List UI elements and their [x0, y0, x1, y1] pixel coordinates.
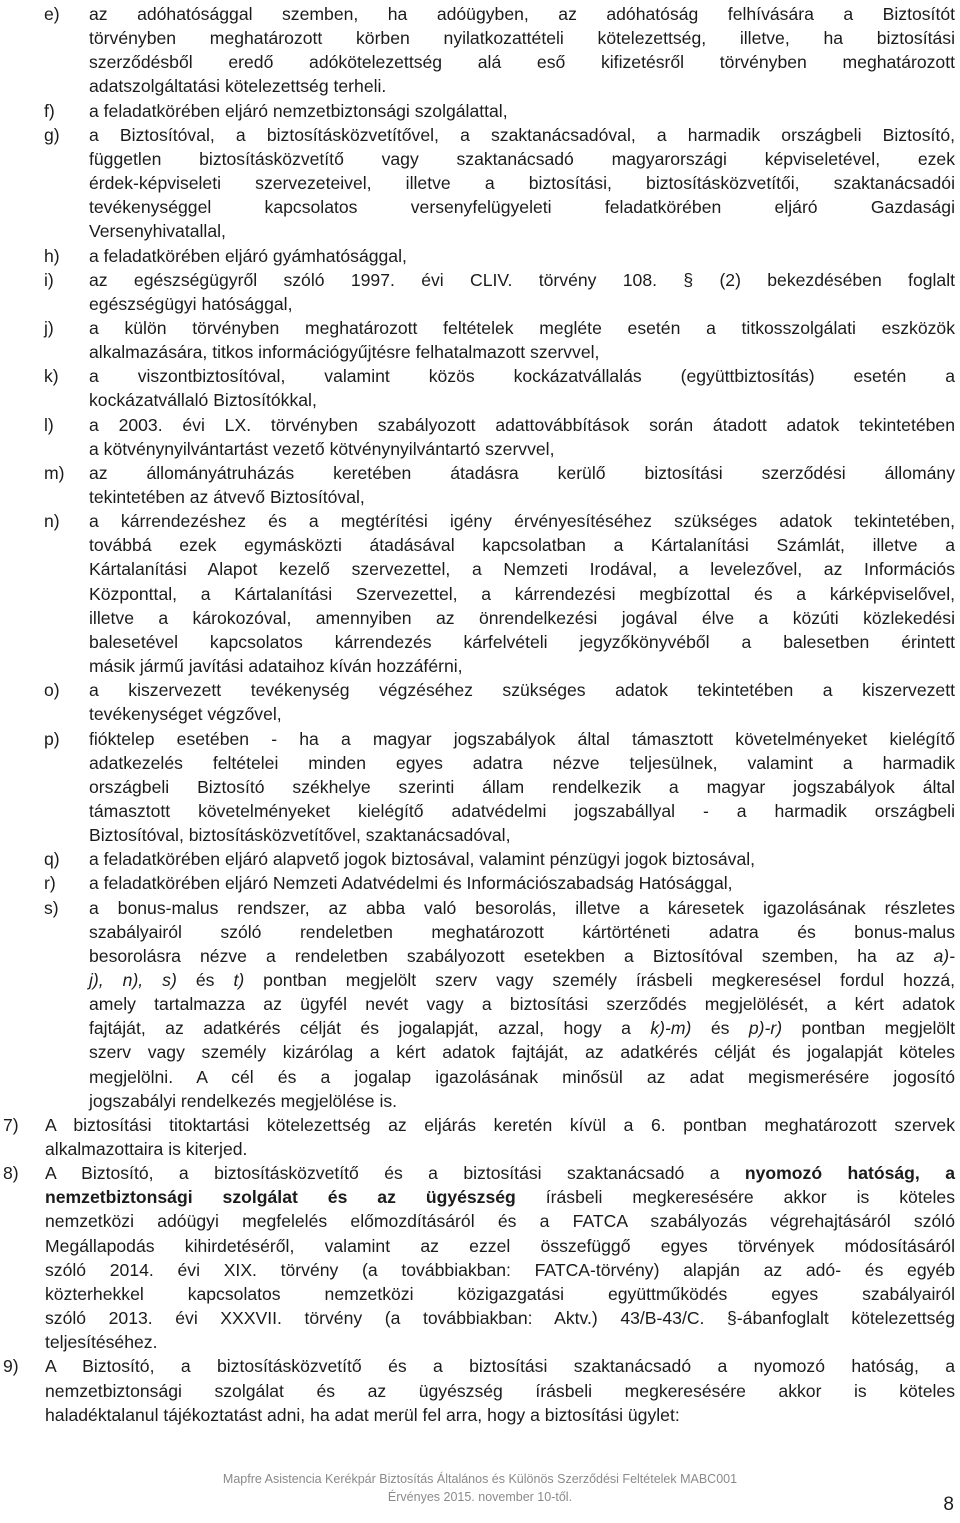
list-item-label: j) — [44, 317, 54, 338]
list-item-text-line: adatkezelés feltételei minden egyes adatra nézve teljesülnek, valamint a harmadik — [89, 752, 955, 773]
list-item-text-line: megjelölni. A cél és a jogalap igazolásának minősül az adat megismerésére jogosító — [89, 1066, 955, 1087]
footer-validity: Érvényes 2015. november 10-től. — [387, 1490, 573, 1504]
list-item-label: k) — [44, 366, 59, 387]
list-item-text-line: tekintetében az átvevő Biztosítóval, — [89, 486, 365, 507]
list-item-text-line: az egészségügyről szóló 1997. évi CLIV. törvény 108. § (2) bekezdésében foglalt — [89, 269, 955, 290]
list-item-label: o) — [44, 680, 60, 701]
list-item-text-line: érdek-képviseleti szervezeteivel, illetve a biztosítási, biztosításközvetítői, szaktanácsadói — [89, 173, 955, 194]
list-item-text-line: a kötvénynyilvántartást vezető kötvénynyilvántartó szervvel, — [89, 438, 555, 459]
list-item-text-line: fióktelep esetében - ha a magyar jogszabályok által támasztott követelményeket kielégítő — [89, 728, 955, 749]
list-item-text-line: szerződésből eredő adókötelezettség alá eső kifizetésről törvényben meghatározott — [89, 52, 955, 73]
list-item-text-line: Központtal, a Kártalanítási Szervezettel, a kárrendezési megbízottal és a kárképviselővel, — [89, 583, 955, 604]
list-item-text-line: kockázatvállaló Biztosítókkal, — [89, 390, 317, 411]
list-item-text-line: A Biztosító, a biztosításközvetítő és a biztosítási szaktanácsadó a nyomozó hatóság, a — [45, 1163, 955, 1184]
list-item-text-line: jogszabályi rendelkezés megjelölése is. — [89, 1090, 398, 1111]
list-item-text-line: szóló 2014. évi XIX. törvény (a továbbiakban: FATCA-törvény) alapján az adó- és egyéb — [45, 1259, 955, 1280]
list-item-label: e) — [44, 4, 60, 24]
list-item-text-line: teljesítéséhez. — [45, 1332, 158, 1353]
list-item-text-line: tevékenységgel kapcsolatos versenyfelügyeleti feladatkörében eljáró Gazdasági — [89, 197, 955, 218]
footer-title: Mapfre Asistencia Kerékpár Biztosítás Általános és Különös Szerződési Feltételek MABC001 — [222, 1472, 738, 1486]
list-item-text-line: törvényben meghatározott körben nyilatkozattételi kötelezettség, illetve, ha biztosítási — [89, 28, 955, 49]
list-item-text-line: a bonus-malus rendszer, az abba való besorolás, illetve a káresetek igazolásának részletes — [89, 897, 955, 918]
list-item-text-line: továbbá ezek egymásközti átadásával kapcsolatban a Kártalanítási Számlát, illetve a — [89, 535, 955, 556]
list-item-text-line: j), n), s) és t) pontban megjelölt szerv vagy személy írásbeli megkeresésel fordul hozzá, — [89, 969, 956, 990]
list-item-label: g) — [44, 124, 60, 145]
list-item-text-line: az adóhatósággal szemben, ha adóügyben, az adóhatóság felhívására a Biztosítót — [89, 4, 955, 24]
list-item-label: p) — [44, 728, 60, 749]
list-item-text-line: a kárrendezéshez és a megtérítési igény érvényesítéséhez szükséges adatok tekintetében, — [89, 511, 955, 532]
list-item-text-line: a Biztosítóval, a biztosításközvetítővel, a szaktanácsadóval, a harmadik országbeli Biztosító, — [89, 124, 955, 145]
list-item-text-line: nemzetbiztonsági szolgálat és az ügyészség írásbeli megkeresésére akkor is köteles — [45, 1187, 955, 1208]
list-item-text-line: adatszolgáltatási kötelezettség terheli. — [89, 76, 387, 97]
list-item-text-line: országbeli Biztosító székhelye szerinti állam rendelkezik a magyar jogszabályok által — [89, 776, 955, 797]
list-item-text-line: illetve a károkozóval, amennyiben az önrendelkezési jogával élve a közúti közlekedési — [89, 607, 955, 628]
list-item-text-line: A Biztosító, a biztosításközvetítő és a biztosítási szaktanácsadó a nyomozó hatóság, a — [45, 1356, 955, 1377]
list-item-text-line: Megállapodás kihirdetéséről, valamint az ezzel összefüggő egyes törvények módosításáról — [45, 1235, 955, 1256]
list-item-text-line: fajtáját, az adatkérés célját és jogalapját, azzal, hogy a k)-m) és p)-r) pontban megjelölt — [89, 1018, 956, 1039]
list-item-text-line: besorolásra nézve a rendeletben szabályozott esetekben a Biztosítóval szemben, ha az a)- — [89, 945, 955, 966]
list-item-text-line: szerv vagy személy kizárólag a kért adatok fajtáját, az adatkérés célját és jogalapját köteles — [89, 1042, 955, 1063]
list-item-text-line: szabályairól szóló rendeletben meghatározott kártörténeti adatra és bonus-malus — [89, 921, 955, 942]
list-item-text-line: tevékenységet végzővel, — [89, 704, 282, 725]
footer — [0, 1470, 960, 1506]
list-item-label: q) — [44, 849, 60, 870]
list-item-text-line: A biztosítási titoktartási kötelezettség az eljárás keretén kívül a 6. pontban meghatározott szervek — [45, 1114, 955, 1135]
list-item-label: 7) — [3, 1114, 19, 1135]
list-item-label: 8) — [3, 1163, 19, 1184]
list-item-text-line: Versenyhivatallal, — [89, 221, 226, 242]
list-item-text-line: a viszontbiztosítóval, valamint közös kockázatvállalás (együttbiztosítás) esetén a — [89, 366, 955, 387]
list-item-text-line: Kártalanítási Alapot kezelő szervezettel, a Nemzeti Irodával, a levelezővel, az Információs — [89, 559, 955, 580]
page-number: 8 — [943, 1494, 954, 1515]
list-item-text-line: a feladatkörében eljáró gyámhatósággal, — [89, 245, 407, 266]
list-item-label: h) — [44, 245, 60, 266]
list-item-text-line: a feladatkörében eljáró Nemzeti Adatvédelmi és Információszabadság Hatósággal, — [89, 873, 733, 894]
list-item-text-line: szóló 2013. évi XXXVII. törvény (a továbbiakban: Aktv.) 43/B-43/C. §-ábanfoglalt kötelezettség — [45, 1308, 955, 1329]
list-item-text-line: nemzetbiztonsági szolgálat és az ügyészség írásbeli megkeresésére akkor is köteles — [45, 1380, 955, 1401]
list-item-text-line: alkalmazására, titkos információgyűjtésre felhatalmazott szervvel, — [89, 342, 600, 363]
list-item-text-line: Biztosítóval, biztosításközvetítővel, szaktanácsadóval, — [89, 825, 511, 846]
list-item-label: n) — [44, 511, 60, 532]
list-item-text-line: a 2003. évi LX. törvényben szabályozott adattovábbítások során átadott adatok tekintetében — [89, 414, 955, 435]
list-item-text-line: közterhekkel kapcsolatos nemzetközi közigazgatási együttműködés egyes szabályairól — [45, 1283, 955, 1304]
list-item-text-line: a feladatkörében eljáró alapvető jogok biztosával, valamint pénzügyi jogok biztosával, — [89, 849, 756, 870]
list-item-text-line: támasztott követelményeket kielégítő adatvédelmi jogszabállyal - a harmadik országbeli — [89, 800, 955, 821]
list-item-label: i) — [44, 269, 54, 290]
list-item-label: f) — [44, 100, 55, 121]
list-item-text-line: a kiszervezett tevékenység végzéséhez szükséges adatok tekintetében a kiszervezett — [89, 680, 955, 701]
list-item-text-line: a külön törvényben meghatározott feltételek megléte esetén a titkosszolgálati eszközök — [89, 317, 955, 338]
list-item-text-line: független biztosításközvetítő vagy szaktanácsadó magyarországi képviseletével, ezek — [89, 148, 955, 169]
list-item-label: r) — [44, 873, 56, 894]
list-item-text-line: az állományátruházás keretében átadásra kerülő biztosítási szerződési állomány — [89, 462, 955, 483]
list-item-text-line: balesetével kapcsolatos kárrendezés kárfelvételi jegyzőkönyvéből a balesetben érintett — [89, 631, 955, 652]
list-item-label: m) — [44, 462, 65, 483]
list-item-text-line: másik jármű javítási adataihoz kíván hozzáférni, — [89, 656, 463, 677]
list-item-label: l) — [44, 414, 54, 435]
list-item-label: s) — [44, 897, 59, 918]
list-item-text-line: amely tartalmazza az ügyfél nevét vagy a biztosítási szerződés megjelölését, a kért adatok — [89, 994, 955, 1015]
list-item-text-line: nemzetközi adóügyi megfelelés előmozdításáról és a FATCA szabályozás végrehajtásáról szóló — [45, 1211, 955, 1232]
list-item-label: 9) — [3, 1356, 19, 1377]
list-item-text-line: haladéktalanul tájékoztatást adni, ha adat merül fel arra, hogy a biztosítási ügylet: — [45, 1404, 680, 1425]
list-item-text-line: alkalmazottaira is kiterjed. — [45, 1139, 248, 1160]
list-item-text-line: egészségügyi hatósággal, — [89, 293, 293, 314]
list-item-text-line: a feladatkörében eljáró nemzetbiztonsági szolgálattal, — [89, 100, 508, 121]
